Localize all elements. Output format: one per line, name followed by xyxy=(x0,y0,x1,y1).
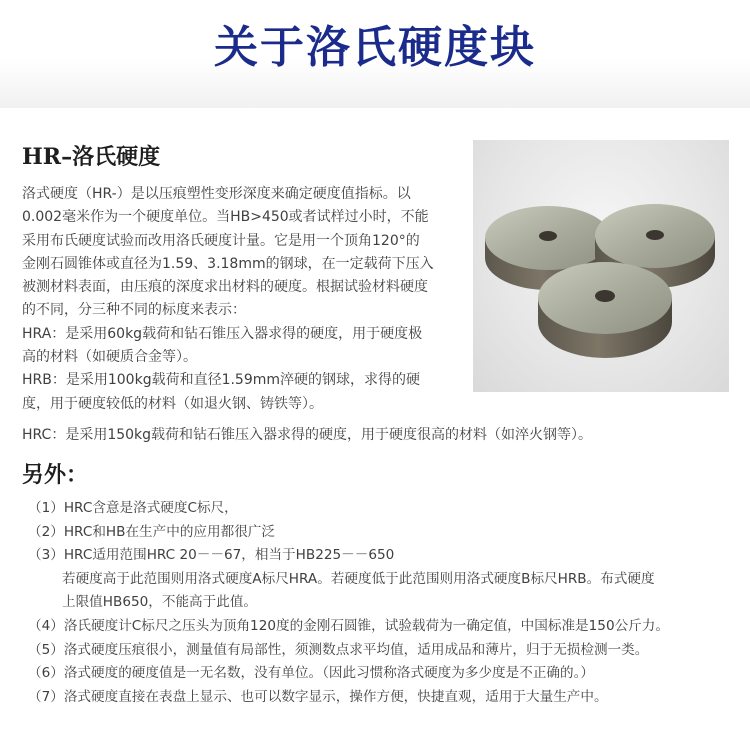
hr-section-title: HR–洛氏硬度 xyxy=(22,144,161,170)
list-item: （4）洛氏硬度计C标尺之压头为顶角120度的金刚石圆锥，试验载荷为一确定值，中国标准是150公斤力。 xyxy=(28,617,669,634)
page-banner xyxy=(0,0,750,108)
list-item: （2）HRC和HB在生产中的应用都很广泛 xyxy=(28,523,275,540)
list-item: （3）HRC适用范围HRC 20－－67，相当于HB225－－650 xyxy=(28,547,395,564)
hr-description-line: 采用布氏硬度试验而改用洛氏硬度计量。它是用一个顶角120°的 xyxy=(22,232,420,249)
hr-description xyxy=(22,183,472,416)
list-item: （6）洛式硬度的硬度值是一无名数，没有单位。（因此习惯称洛式硬度为多少度是不正确的。） xyxy=(28,665,594,682)
other-notes-list xyxy=(28,497,743,709)
hr-description-line: 的不同，分三种不同的标度来表示： xyxy=(22,302,246,319)
hrb-definition-line: HRB：是采用100kg载荷和直径1.59mm淬硬的钢球，求得的硬 xyxy=(22,372,421,389)
list-item-continuation: 上限值HB650，不能高于此值。 xyxy=(62,594,258,611)
front-disc xyxy=(538,262,672,358)
hardness-block-discs-icon xyxy=(473,140,729,392)
list-item-continuation: 若硬度高于此范围则用洛式硬度A标尺HRA。若硬度低于此范围则用洛式硬度B标尺HRB。布式硬度 xyxy=(62,570,655,587)
hardness-block-photo xyxy=(473,140,729,392)
hr-description-line: 被测材料表面，由压痕的深度求出材料的硬度。根据试验材料硬度 xyxy=(22,279,428,296)
list-item: （7）洛式硬度直接在表盘上显示、也可以数字显示，操作方便，快捷直观，适用于大量生产中。 xyxy=(28,688,608,705)
list-item: （5）洛式硬度压痕很小，测量值有局部性，须测数点求平均值，适用成品和薄片，归于无损检测一类。 xyxy=(28,641,649,658)
hra-definition-line: HRA：是采用60kg载荷和钻石锥压入器求得的硬度，用于硬度极 xyxy=(22,325,423,342)
hr-description-line: 洛式硬度（HR-）是以压痕塑性变形深度来确定硬度值指标。以 xyxy=(22,186,411,202)
hrb-definition-line: 度，用于硬度较低的材料（如退火钢、铸铁等）。 xyxy=(22,395,323,412)
page-title: 关于洛氏硬度块 xyxy=(214,22,536,73)
hr-description-line: 0.002毫米作为一个硬度单位。当HB>450或者试样过小时，不能 xyxy=(22,209,429,226)
hr-description-line: 金刚石圆锥体或直径为1.59、3.18mm的钢球，在一定载荷下压入 xyxy=(22,255,434,272)
list-item: （1）HRC含意是洛式硬度C标尺， xyxy=(28,500,238,516)
hrc-definition-line: HRC：是采用150kg载荷和钻石锥压入器求得的硬度，用于硬度很高的材料（如淬火钢等）。 xyxy=(22,427,593,443)
hra-definition-line: 高的材料（如硬质合金等）。 xyxy=(22,349,197,366)
other-section-title: 另外： xyxy=(22,462,89,488)
